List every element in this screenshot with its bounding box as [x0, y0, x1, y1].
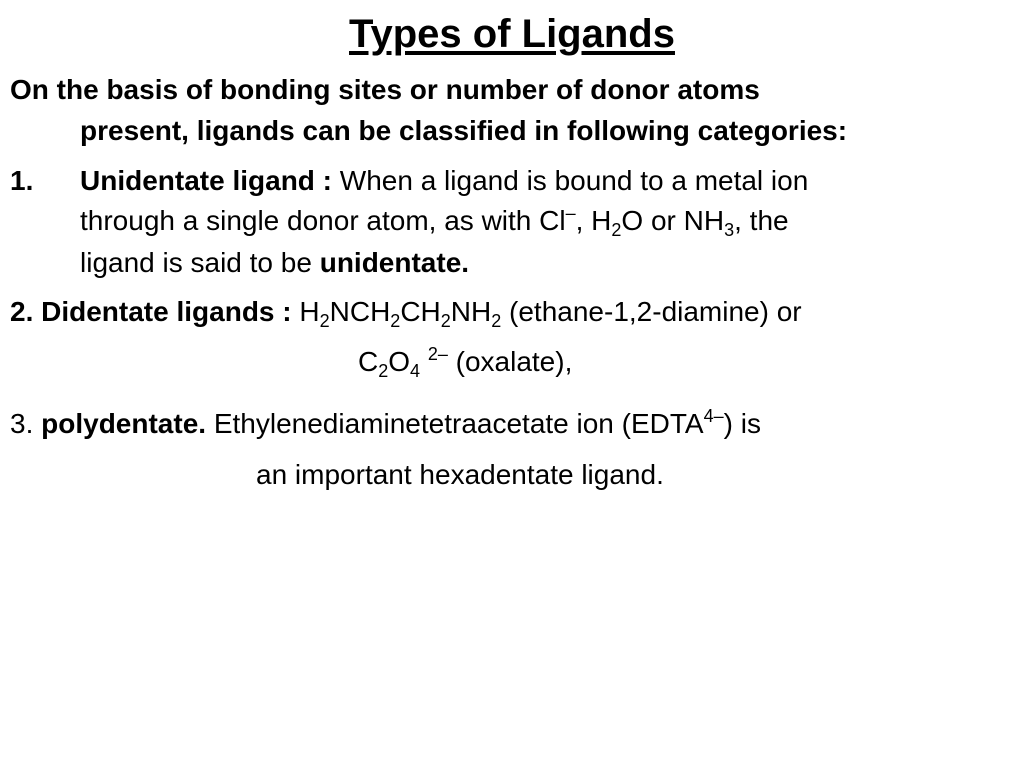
- item2-subscript: 2: [319, 311, 330, 331]
- item3-heading: polydentate.: [41, 408, 207, 439]
- item2-subscript: 2: [390, 311, 401, 331]
- intro-line-1: On the basis of bonding sites or number of donor atoms: [10, 74, 760, 105]
- item2-line-1: [10, 295, 802, 329]
- item1-emphasis: unidentate.: [319, 247, 470, 278]
- chloride-charge: –: [565, 203, 576, 223]
- water-subscript: 2: [611, 220, 622, 240]
- item1-text-2b: , H: [575, 205, 612, 236]
- item3-text-b: ) is: [723, 408, 761, 439]
- item3-line-1: [10, 407, 761, 441]
- item1-text-2a: through a single donor atom, as with Cl: [80, 205, 566, 236]
- oxalate-subscript: 2: [378, 361, 389, 381]
- oxalate-text: (oxalate),: [447, 346, 573, 377]
- item2-heading: 2. Didentate ligands :: [10, 296, 292, 327]
- item1-text-2d: , the: [734, 205, 789, 236]
- item1-line-1: [80, 164, 808, 198]
- item2-subscript: 2: [440, 311, 451, 331]
- item1-number: 1.: [10, 165, 34, 196]
- oxalate-formula-part: O: [388, 346, 411, 377]
- item1-heading: Unidentate ligand :: [80, 165, 332, 196]
- item2-formula-part: NH: [450, 296, 492, 327]
- item3-text-a: Ethylenediaminetetraacetate ion (EDTA: [206, 408, 704, 439]
- item2-formula-part: NCH: [329, 296, 391, 327]
- item2-formula-part: CH: [400, 296, 441, 327]
- item2-formula-part: H: [291, 296, 320, 327]
- item2-line-2: [358, 345, 572, 379]
- intro-line-2: present, ligands can be classified in following categories:: [80, 115, 848, 146]
- item2-subscript: 2: [491, 311, 502, 331]
- item1-text-2c: O or NH: [621, 205, 725, 236]
- item1-line-3: [80, 246, 469, 280]
- item3-line-2: an important hexadentate ligand.: [256, 459, 664, 490]
- ammonia-subscript: 3: [724, 220, 735, 240]
- oxalate-charge: 2–: [427, 344, 448, 364]
- item2-text: (ethane-1,2-diamine) or: [501, 296, 802, 327]
- edta-charge: 4–: [703, 406, 724, 426]
- slide-title: Types of Ligands: [349, 12, 675, 56]
- item1-line-2: [80, 204, 789, 238]
- item1-text-3a: ligand is said to be: [80, 247, 320, 278]
- oxalate-subscript: 4: [410, 361, 421, 381]
- item1-text-1: When a ligand is bound to a metal ion: [332, 165, 809, 196]
- item3-number: 3.: [10, 408, 42, 439]
- oxalate-formula-part: C: [358, 346, 379, 377]
